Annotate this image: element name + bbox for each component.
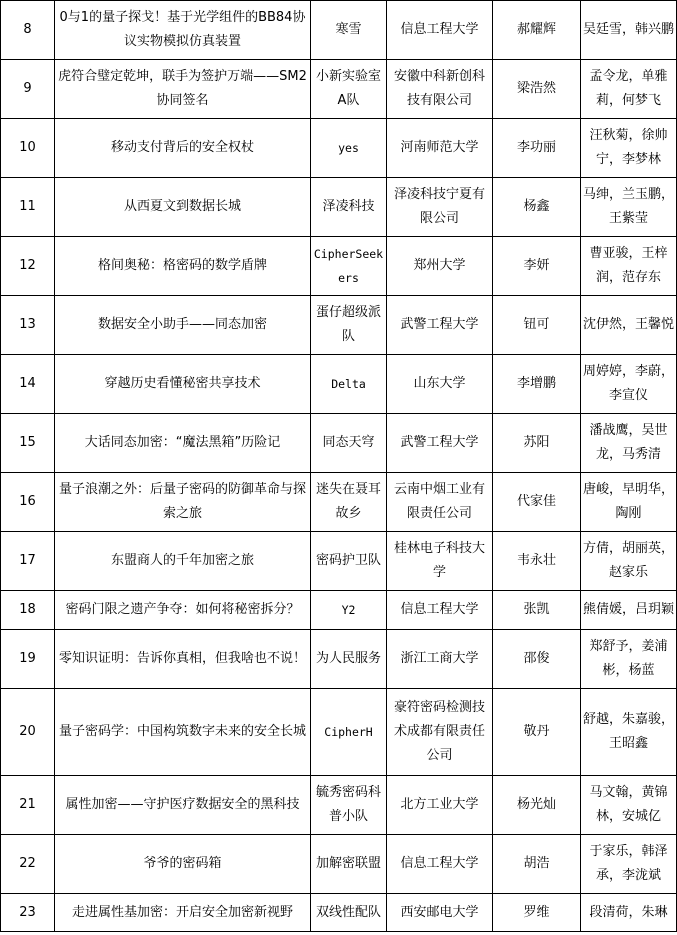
work-title: 走进属性基加密：开启安全加密新视野 xyxy=(55,894,311,932)
work-title: 爷爷的密码箱 xyxy=(55,835,311,894)
members: 马文翰，黄锦林，安城亿 xyxy=(581,776,677,835)
members: 潘战鹰，吴世龙，马秀清 xyxy=(581,414,677,473)
advisor: 胡浩 xyxy=(493,835,581,894)
work-title: 零知识证明：告诉你真相，但我啥也不说！ xyxy=(55,630,311,689)
table-row xyxy=(1,414,677,473)
members: 马绅，兰玉鹏，王紫莹 xyxy=(581,178,677,237)
advisor: 杨鑫 xyxy=(493,178,581,237)
work-title: 从西夏文到数据长城 xyxy=(55,178,311,237)
work-title: 数据安全小助手——同态加密 xyxy=(55,296,311,355)
members: 汪秋菊，徐帅宁，李梦林 xyxy=(581,119,677,178)
row-number: 17 xyxy=(1,532,55,591)
organization: 西安邮电大学 xyxy=(387,894,493,932)
organization: 武警工程大学 xyxy=(387,414,493,473)
table-row xyxy=(1,178,677,237)
team-name: 寒雪 xyxy=(311,1,387,60)
members: 郑舒予，姜浦彬，杨蓝 xyxy=(581,630,677,689)
team-name: 迷失在聂耳故乡 xyxy=(311,473,387,532)
organization: 豪符密码检测技术成都有限责任公司 xyxy=(387,689,493,776)
work-title: 属性加密——守护医疗数据安全的黑科技 xyxy=(55,776,311,835)
organization: 北方工业大学 xyxy=(387,776,493,835)
table-row xyxy=(1,355,677,414)
table-row xyxy=(1,237,677,296)
work-title: 移动支付背后的安全权杖 xyxy=(55,119,311,178)
members: 舒越，朱嘉骏，王昭鑫 xyxy=(581,689,677,776)
organization: 安徽中科新创科技有限公司 xyxy=(387,60,493,119)
members: 段清荷，朱琳 xyxy=(581,894,677,932)
row-number: 15 xyxy=(1,414,55,473)
advisor: 李功丽 xyxy=(493,119,581,178)
row-number: 18 xyxy=(1,591,55,630)
team-name: 为人民服务 xyxy=(311,630,387,689)
table-row xyxy=(1,591,677,630)
table-row xyxy=(1,689,677,776)
row-number: 19 xyxy=(1,630,55,689)
table-row xyxy=(1,60,677,119)
row-number: 23 xyxy=(1,894,55,932)
row-number: 14 xyxy=(1,355,55,414)
row-number: 13 xyxy=(1,296,55,355)
team-name: 密码护卫队 xyxy=(311,532,387,591)
team-name: 加解密联盟 xyxy=(311,835,387,894)
advisor: 苏阳 xyxy=(493,414,581,473)
advisor: 钮可 xyxy=(493,296,581,355)
team-name: 泽凌科技 xyxy=(311,178,387,237)
advisor: 代家佳 xyxy=(493,473,581,532)
members: 唐峻，早明华，陶刚 xyxy=(581,473,677,532)
work-title: 0与1的量子探戈！基于光学组件的BB84协议实物模拟仿真装置 xyxy=(55,1,311,60)
organization: 郑州大学 xyxy=(387,237,493,296)
advisor: 李增鹏 xyxy=(493,355,581,414)
members: 周婷婷，李蔚，李宣仪 xyxy=(581,355,677,414)
team-name: Y2 xyxy=(311,591,387,630)
members: 熊倩媛，吕玥颖 xyxy=(581,591,677,630)
members: 孟令龙，单雅莉，何梦飞 xyxy=(581,60,677,119)
organization: 河南师范大学 xyxy=(387,119,493,178)
work-title: 格间奥秘：格密码的数学盾牌 xyxy=(55,237,311,296)
advisor: 郝耀辉 xyxy=(493,1,581,60)
work-title: 密码门限之遗产争夺：如何将秘密拆分？ xyxy=(55,591,311,630)
advisor: 罗维 xyxy=(493,894,581,932)
row-number: 16 xyxy=(1,473,55,532)
organization: 浙江工商大学 xyxy=(387,630,493,689)
table-row xyxy=(1,119,677,178)
team-name: 蛋仔超级派队 xyxy=(311,296,387,355)
team-name: 同态天穹 xyxy=(311,414,387,473)
organization: 泽凌科技宁夏有限公司 xyxy=(387,178,493,237)
table-row xyxy=(1,532,677,591)
team-name: yes xyxy=(311,119,387,178)
members: 于家乐，韩泽承，李泷斌 xyxy=(581,835,677,894)
table-row xyxy=(1,630,677,689)
row-number: 9 xyxy=(1,60,55,119)
organization: 云南中烟工业有限责任公司 xyxy=(387,473,493,532)
row-number: 12 xyxy=(1,237,55,296)
work-title: 穿越历史看懂秘密共享技术 xyxy=(55,355,311,414)
row-number: 8 xyxy=(1,1,55,60)
organization: 信息工程大学 xyxy=(387,835,493,894)
row-number: 10 xyxy=(1,119,55,178)
team-name: 双线性配队 xyxy=(311,894,387,932)
members: 吴廷雪，韩兴鹏 xyxy=(581,1,677,60)
team-name: CipherSeekers xyxy=(311,237,387,296)
team-name: 小新实验室A队 xyxy=(311,60,387,119)
advisor: 张凯 xyxy=(493,591,581,630)
advisor: 梁浩然 xyxy=(493,60,581,119)
row-number: 11 xyxy=(1,178,55,237)
advisor: 邵俊 xyxy=(493,630,581,689)
organization: 桂林电子科技大学 xyxy=(387,532,493,591)
team-name: Delta xyxy=(311,355,387,414)
work-title: 量子密码学：中国构筑数字未来的安全长城 xyxy=(55,689,311,776)
members: 沈伊然，王馨悦 xyxy=(581,296,677,355)
organization: 山东大学 xyxy=(387,355,493,414)
table-row xyxy=(1,473,677,532)
table-row xyxy=(1,835,677,894)
row-number: 21 xyxy=(1,776,55,835)
table-row xyxy=(1,296,677,355)
table-row xyxy=(1,1,677,60)
work-title: 大话同态加密：“魔法黑箱”历险记 xyxy=(55,414,311,473)
organization: 武警工程大学 xyxy=(387,296,493,355)
advisor: 敬丹 xyxy=(493,689,581,776)
team-name: CipherH xyxy=(311,689,387,776)
members: 方倩，胡丽英，赵家乐 xyxy=(581,532,677,591)
advisor: 李妍 xyxy=(493,237,581,296)
work-title: 量子浪潮之外：后量子密码的防御革命与探索之旅 xyxy=(55,473,311,532)
advisor: 杨光灿 xyxy=(493,776,581,835)
work-title: 东盟商人的千年加密之旅 xyxy=(55,532,311,591)
members: 曹亚骏，王梓润，范存东 xyxy=(581,237,677,296)
organization: 信息工程大学 xyxy=(387,591,493,630)
organization: 信息工程大学 xyxy=(387,1,493,60)
table-row xyxy=(1,894,677,932)
table-row xyxy=(1,776,677,835)
team-name: 毓秀密码科普小队 xyxy=(311,776,387,835)
advisor: 韦永壮 xyxy=(493,532,581,591)
row-number: 20 xyxy=(1,689,55,776)
row-number: 22 xyxy=(1,835,55,894)
work-title: 虎符合璧定乾坤，联手为签护万端——SM2协同签名 xyxy=(55,60,311,119)
